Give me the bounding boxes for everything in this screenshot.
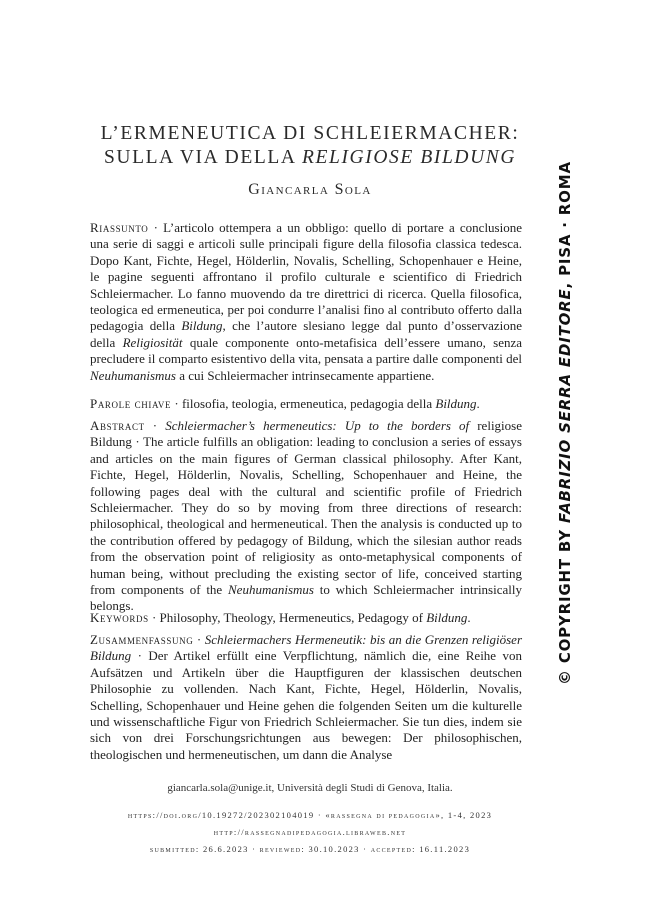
title-plain: SULLA VIA DELLA: [103, 147, 302, 168]
keywords-text: .: [467, 610, 471, 625]
abstract-paragraph: [90, 418, 522, 615]
submission-dates: submitted: 26.6.2023 · reviewed: 30.10.2023 · accepted: 16.11.2023: [149, 844, 471, 854]
abstract-text: to which Schleiermacher intrinsically belongs.: [90, 582, 522, 614]
separator: ·: [193, 632, 205, 647]
separator: ·: [144, 418, 166, 433]
riassunto-text: , che l’autore slesiano legge dal punto d’osservazione della: [90, 318, 522, 350]
riassunto-text: quale componente onto-metafisica dell’essere umano, senza precludere il comparto esistentivo della vita, pensata a partire dalle componenti del: [90, 334, 523, 367]
abstract-text: The article fulfills an obligation: leading to conclusion a series of essays and articles on the main figures of German classical philosophy. After Kant, Fichte, Hegel, Hölderlin, Novalis, Schelling, Schopenhauer and Heine, the following pages deal with the cultural and scientific profile of Friedrich Schleiermacher. They do so by moving from three directions of research: philosophical, theological and hermeneutical. Then the analysis is conducted up to the contribution offered by pedagogy of Bildung, which the silesian author reads from the observation point of religiosity as onto-metaphysical components of human being, without precluding the existing sector of life, conceived starting from components of the: [90, 434, 522, 598]
separator: ·: [148, 220, 164, 235]
copyright-publisher: FABRIZIO SERRA EDITORE: [556, 288, 574, 523]
abstract-italic: Neuhumanismus: [228, 582, 314, 598]
riassunto-text: a cui Schleiermacher intrinsecamente appartiene.: [175, 367, 435, 383]
parole-chiave-text: .: [476, 396, 480, 411]
article-title-line1: L’ERMENEUTICA DI SCHLEIERMACHER:: [100, 123, 520, 144]
zusammenfassung-title-italic: Schleiermachers Hermeneutik: bis an die Grenzen religiöser Bildung: [90, 632, 522, 664]
abstract-text: religiose Bildung ·: [90, 418, 522, 450]
riassunto-label: Riassunto: [90, 220, 149, 235]
keywords-label: Keywords: [90, 610, 149, 625]
parole-chiave-italic: Bildung: [435, 396, 477, 411]
separator: ·: [148, 610, 160, 625]
riassunto-paragraph: [90, 220, 522, 384]
title-italic: RELIGIOSE BILDUNG: [301, 147, 517, 168]
doi-line[interactable]: https://doi.org/10.19272/202302104019 · «rassegna di pedagogia», 1-4, 2023: [127, 810, 493, 820]
parole-chiave-label: Parole chiave: [90, 396, 172, 411]
parole-chiave-paragraph: [90, 396, 522, 412]
zusammenfassung-text: · Der Artikel erfüllt eine Verpflichtung, nämlich die, eine Reihe von Aufsätzen und Artikeln über die Hauptfiguren der klassischen deutschen Philosophie zu vollenden. Nach Kant, Fichte, Hegel, Hölderlin, Novalis, Schelling, Schopenhauer und Heine gehen die folgenden Seiten um die kulturelle und wissenschaftliche Figur von Friedrich Schleiermacher. Sie tun dies, indem sie sich von drei Forschungsrichtungen aus bewegen: Der philosophischen, theologischen und hermeneutischen, um dann die Analyse: [90, 648, 522, 762]
copyright-text: , PISA · ROMA: [556, 161, 574, 289]
riassunto-italic: Neuhumanismus: [90, 367, 176, 383]
keywords-italic: Bildung: [426, 610, 468, 625]
website-line[interactable]: http://rassegnadipedagogia.libraweb.net: [213, 827, 407, 837]
author-name: Giancarla Sola: [248, 181, 372, 198]
author-affiliation: giancarla.sola@unige.it, Università degli Studi di Genova, Italia.: [167, 782, 453, 794]
keywords-paragraph: [90, 610, 522, 626]
article-title-line2: [60, 148, 560, 168]
riassunto-text: L’articolo ottempera a un obbligo: quello di portare a conclusione una serie di saggi e articoli sulle principali figure della filosofia classica tedesca. Dopo Kant, Fichte, Hegel, Hölderlin, Novalis, Schelling, Schopenhauer e Heine, le pagine seguenti affrontano il profilo culturale e scientifico di Friedrich Schleiermacher. Lo fanno muovendo da tre direttrici di ricerca. Quella filosofica, teologica ed ermeneutica, per poi condurre l’analisi fino al contributo offerto dalla pedagogia della: [90, 220, 522, 334]
riassunto-italic: Religiosität: [122, 334, 183, 350]
riassunto-italic: Bildung: [181, 318, 223, 334]
copyright-text: © COPYRIGHT BY: [556, 523, 574, 685]
copyright-notice: [556, 161, 578, 685]
zusammenfassung-label: Zusammenfassung: [90, 632, 194, 647]
separator: ·: [171, 396, 182, 411]
abstract-title-italic: Schleiermacher’s hermeneutics: Up to the borders of: [165, 418, 470, 433]
abstract-label: Abstract: [90, 418, 145, 433]
parole-chiave-text: filosofia, teologia, ermeneutica, pedagogia della: [181, 396, 436, 411]
zusammenfassung-paragraph: [90, 632, 522, 763]
keywords-text: Philosophy, Theology, Hermeneutics, Pedagogy of: [159, 610, 427, 625]
